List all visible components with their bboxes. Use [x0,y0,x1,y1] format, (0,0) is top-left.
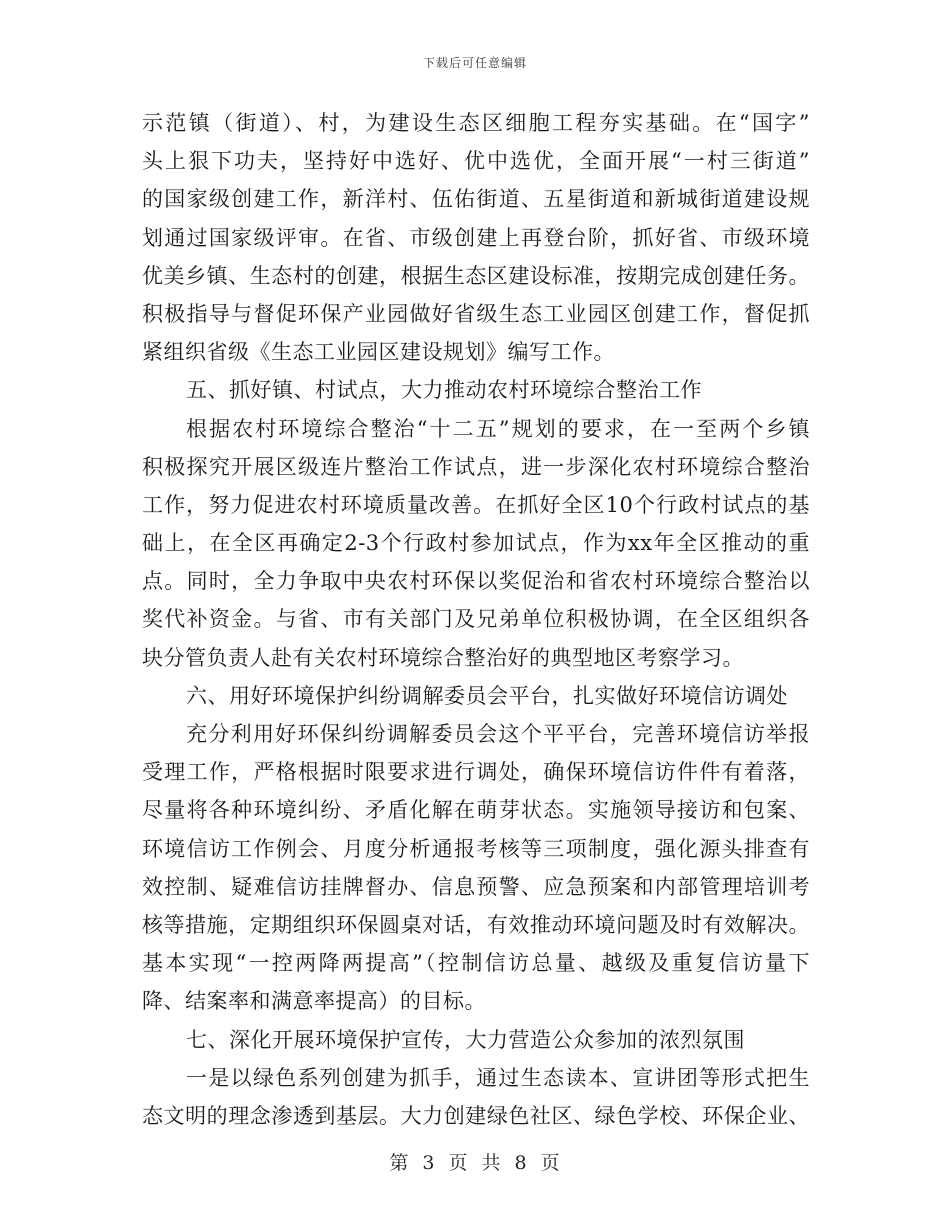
text-line: 核等措施，定期组织环保圆桌对话，有效推动环境问题及时有效解决。 [142,912,810,937]
text-line: 积极指导与督促环保产业园做好省级生态工业园区创建工作，督促抓 [142,301,810,326]
text-line: 的国家级创建工作，新洋村、伍佑街道、五星街道和新城街道建设规 [142,187,810,212]
text-line: 降、结案率和满意率提高）的目标。 [142,989,486,1014]
text-line: 环境信访工作例会、月度分析通报考核等三项制度，强化源头排查有 [142,836,810,861]
text-line: 充分利用好环保纠纷调解委员会这个平平台，完善环境信访举报 [186,722,810,746]
text-line: 头上狠下功夫，坚持好中选好、优中选优，全面开展“一村三街道” [142,149,810,174]
text-line: 紧组织省级《生态工业园区建设规划》编写工作。 [142,340,615,365]
document-body [142,104,810,1135]
text-line: 一是以绿色系列创建为抓手，通过生态读本、宣讲团等形式把生 [186,1065,810,1090]
text-line: 优美乡镇、生态村的创建，根据生态区建设标准，按期完成创建任务。 [142,263,810,288]
text-line: 积极探究开展区级连片整治工作试点，进一步深化农村环境综合整治 [142,454,810,479]
text-line: 根据农村环境综合整治“十二五”规划的要求，在一至两个乡镇 [186,416,810,441]
text-line: 受理工作，严格根据时限要求进行调处，确保环境信访件件有着落， [142,760,810,785]
text-line: 示范镇（街道）、村，为建设生态区细胞工程夯实基础。在“国字” [142,111,810,135]
text-line: 础上，在全区再确定2-3个行政村参加试点，作为xx年全区推动的重 [142,531,810,556]
page-header: 下载后可任意编辑 [422,56,527,70]
text-line: 效控制、疑难信访挂牌督办、信息预警、应急预案和内部管理培训考 [142,874,810,899]
text-line: 态文明的理念渗透到基层。大力创建绿色社区、绿色学校、环保企业、 [142,1103,810,1128]
section-heading-6: 六、用好环境保护纠纷调解委员会平台，扎实做好环境信访调处 [186,683,788,708]
page-number: 第 3 页 共 8 页 [389,1152,561,1174]
text-line: 块分管负责人赴有关农村环境综合整治好的典型地区考察学习。 [142,645,744,670]
section-heading-5: 五、抓好镇、村试点，大力推动农村环境综合整治工作 [186,378,702,403]
text-line: 基本实现“一控两降两提高”（控制信访总量、越级及重复信访量下 [142,951,810,976]
text-line: 奖代补资金。与省、市有关部门及兄弟单位积极协调，在全区组织各 [142,607,810,632]
section-heading-7: 七、深化开展环境保护宣传，大力营造公众参加的浓烈氛围 [186,1027,745,1052]
text-line: 工作，努力促进农村环境质量改善。在抓好全区10个行政村试点的基 [142,492,810,517]
text-line: 划通过国家级评审。在省、市级创建上再登台阶，抓好省、市级环境 [142,225,810,250]
text-line: 点。同时，全力争取中央农村环保以奖促治和省农村环境综合整治以 [142,569,810,594]
text-line: 尽量将各种环境纠纷、矛盾化解在萌芽状态。实施领导接访和包案、 [142,798,810,823]
